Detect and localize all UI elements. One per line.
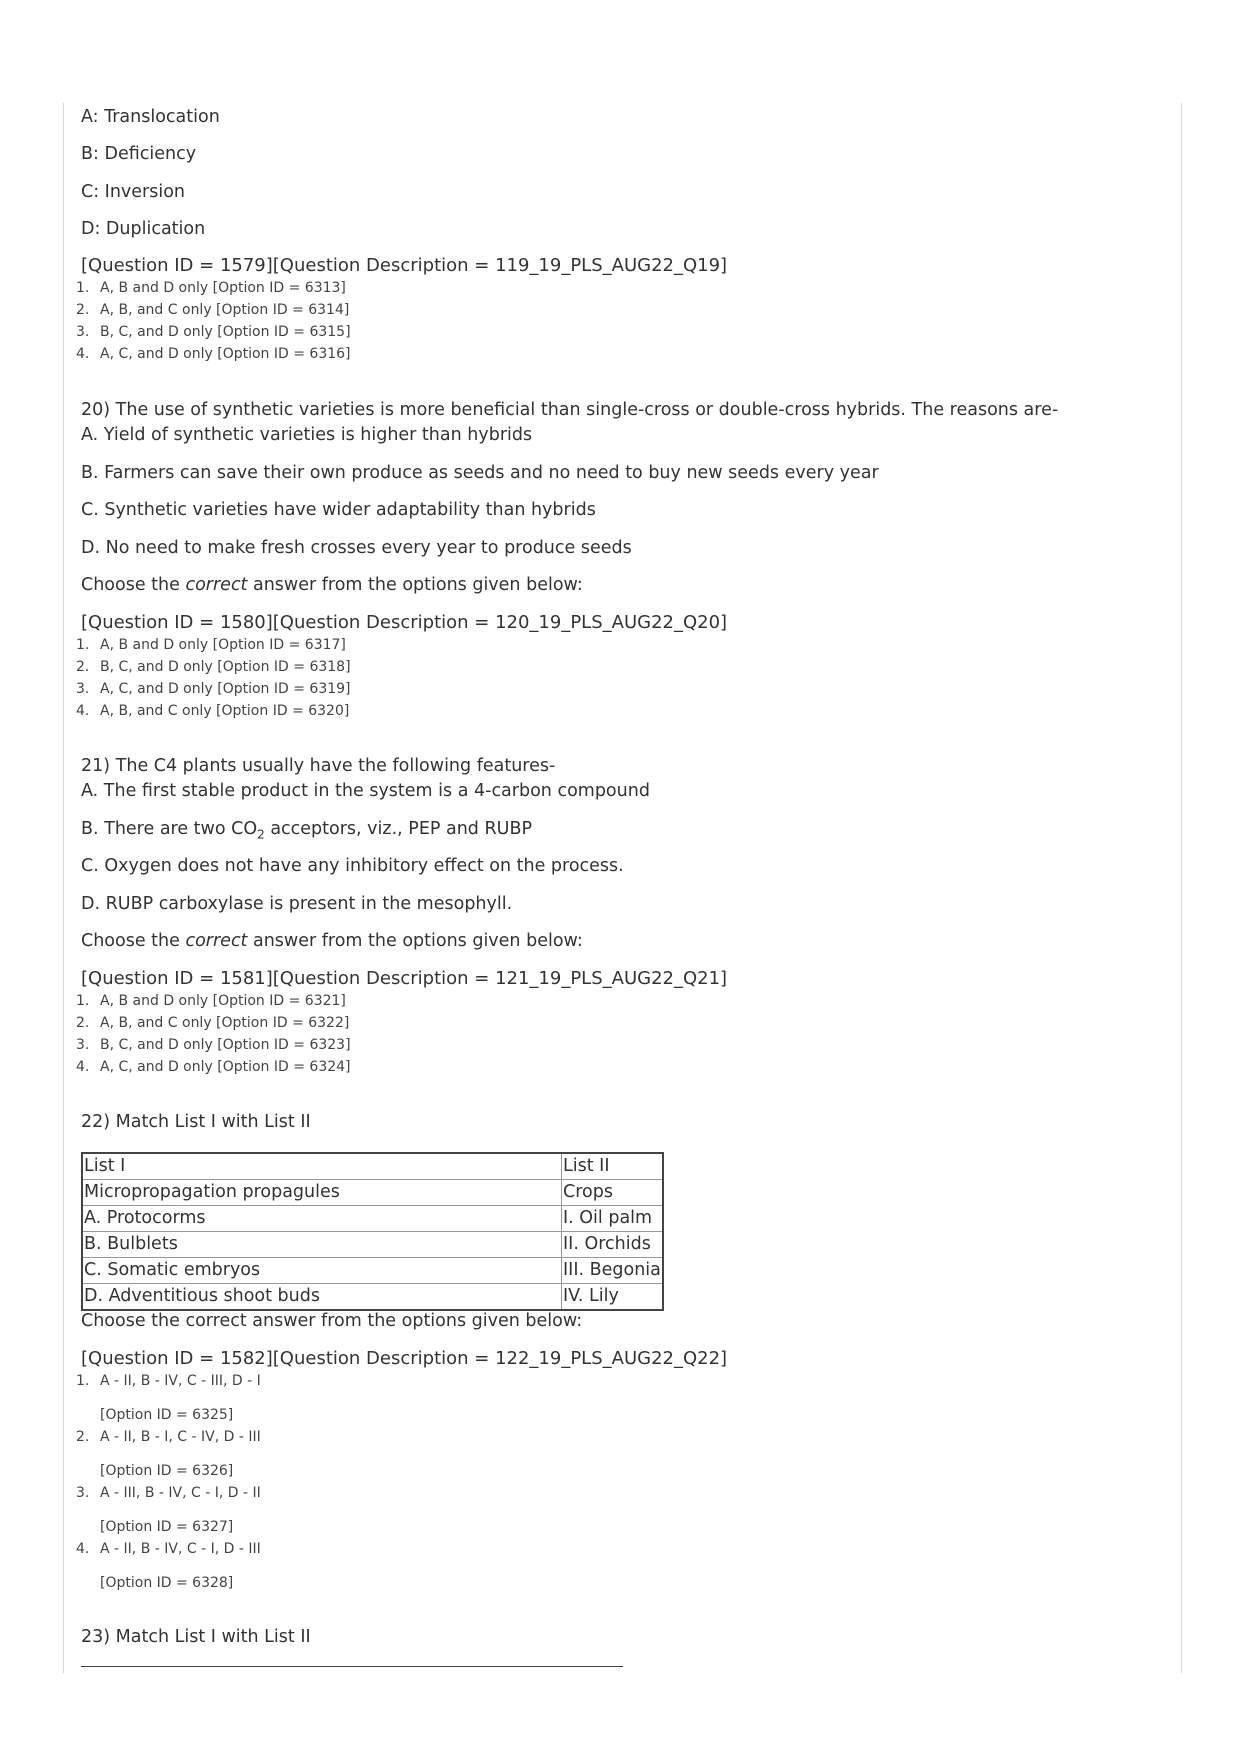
option-text: A, B and D only [Option ID = 6317]	[100, 637, 346, 653]
q19-statement-d: D: Duplication	[81, 219, 206, 239]
page-border-right	[1181, 103, 1182, 1673]
option-number: 4.	[76, 1541, 90, 1557]
q21-statement-c: C. Oxygen does not have any inhibitory effect on the process.	[81, 856, 624, 876]
option-text: A, C, and D only [Option ID = 6319]	[100, 681, 351, 697]
option-number: 4.	[76, 346, 90, 362]
option-text: A - II, B - IV, C - III, D - I	[100, 1373, 261, 1389]
q21-statement-d: D. RUBP carboxylase is present in the mesophyll.	[81, 894, 513, 914]
q21-options	[76, 990, 351, 1078]
option-id: [Option ID = 6326]	[100, 1463, 234, 1479]
option-text: A - II, B - IV, C - I, D - III	[100, 1541, 261, 1557]
option-text: A, C, and D only [Option ID = 6316]	[100, 346, 351, 362]
table-row	[82, 1232, 663, 1258]
q21-option[interactable]	[76, 1056, 351, 1078]
q21-question-id: [Question ID = 1581][Question Description = 121_19_PLS_AUG22_Q21]	[81, 968, 728, 989]
option-number: 3.	[76, 324, 90, 340]
option-text: A, B, and C only [Option ID = 6314]	[100, 302, 350, 318]
q20-question-id: [Question ID = 1580][Question Description = 120_19_PLS_AUG22_Q20]	[81, 612, 728, 633]
q22-choose-instruction: Choose the correct answer from the options given below:	[81, 1311, 583, 1331]
q20-statement-d: D. No need to make fresh crosses every year to produce seeds	[81, 538, 632, 558]
table-cell: D. Adventitious shoot buds	[82, 1284, 562, 1311]
option-number: 3.	[76, 681, 90, 697]
q21-choose-instruction: Choose the correct answer from the options given below:	[81, 931, 583, 951]
option-text: A, B, and C only [Option ID = 6320]	[100, 703, 350, 719]
q19-options	[76, 277, 351, 365]
q21-statement-b: B. There are two $CO_2$ acceptors, viz., PEP and RUBP	[81, 819, 533, 842]
q21-option[interactable]	[76, 990, 351, 1012]
option-number: 3.	[76, 1037, 90, 1053]
option-text: B, C, and D only [Option ID = 6315]	[100, 324, 351, 340]
option-number: 4.	[76, 703, 90, 719]
q19-statement-c: C: Inversion	[81, 182, 186, 202]
q20-statement-c: C. Synthetic varieties have wider adaptability than hybrids	[81, 500, 596, 520]
option-number: 1.	[76, 1373, 90, 1389]
q21-statement-a: A. The first stable product in the system is a 4-carbon compound	[81, 781, 650, 801]
option-number: 1.	[76, 280, 90, 296]
option-text: A, B, and C only [Option ID = 6322]	[100, 1015, 350, 1031]
option-text: A - II, B - I, C - IV, D - III	[100, 1429, 261, 1445]
table-cell: A. Protocorms	[82, 1206, 562, 1232]
q20-option[interactable]	[76, 678, 351, 700]
q22-question-id: [Question ID = 1582][Question Description = 122_19_PLS_AUG22_Q22]	[81, 1348, 728, 1369]
table-row	[82, 1180, 663, 1206]
q19-option[interactable]	[76, 343, 351, 365]
q22-option[interactable]	[76, 1482, 261, 1538]
q21-title: 21) The C4 plants usually have the following features-	[81, 756, 556, 776]
q20-option[interactable]	[76, 634, 351, 656]
q19-option[interactable]	[76, 299, 351, 321]
table-cell: B. Bulblets	[82, 1232, 562, 1258]
table-cell: IV. Lily	[562, 1284, 663, 1311]
q20-option[interactable]	[76, 700, 351, 722]
option-number: 4.	[76, 1059, 90, 1075]
option-number: 2.	[76, 302, 90, 318]
option-id: [Option ID = 6327]	[100, 1519, 234, 1535]
table-row	[82, 1153, 663, 1180]
option-number: 1.	[76, 993, 90, 1009]
q22-option[interactable]	[76, 1370, 261, 1426]
q20-options	[76, 634, 351, 722]
q22-option[interactable]	[76, 1538, 261, 1594]
table-cell: II. Orchids	[562, 1232, 663, 1258]
q19-option[interactable]	[76, 321, 351, 343]
q20-statement-b: B. Farmers can save their own produce as seeds and no need to buy new seeds every year	[81, 463, 879, 483]
q19-statement-a: A: Translocation	[81, 107, 220, 127]
option-text: B, C, and D only [Option ID = 6323]	[100, 1037, 351, 1053]
q20-statement-a: A. Yield of synthetic varieties is higher than hybrids	[81, 425, 533, 445]
option-number: 1.	[76, 637, 90, 653]
table-cell: C. Somatic embryos	[82, 1258, 562, 1284]
q23-title: 23) Match List I with List II	[81, 1627, 311, 1647]
table-cell: Crops	[562, 1180, 663, 1206]
q22-match-table	[81, 1152, 664, 1311]
option-number: 2.	[76, 1429, 90, 1445]
option-number: 2.	[76, 1015, 90, 1031]
table-row	[82, 1284, 663, 1311]
page-border-left	[63, 103, 64, 1673]
table-cell: Micropropagation propagules	[82, 1180, 562, 1206]
q19-question-id: [Question ID = 1579][Question Description = 119_19_PLS_AUG22_Q19]	[81, 255, 728, 276]
option-text: B, C, and D only [Option ID = 6318]	[100, 659, 351, 675]
table-cell: III. Begonia	[562, 1258, 663, 1284]
table-cell: List II	[562, 1153, 663, 1180]
option-id: [Option ID = 6328]	[100, 1575, 234, 1591]
q19-statement-b: B: Deficiency	[81, 144, 197, 164]
option-text: A, B and D only [Option ID = 6321]	[100, 993, 346, 1009]
option-text: A, B and D only [Option ID = 6313]	[100, 280, 346, 296]
q21-option[interactable]	[76, 1012, 351, 1034]
option-id: [Option ID = 6325]	[100, 1407, 234, 1423]
option-number: 2.	[76, 659, 90, 675]
table-row	[82, 1206, 663, 1232]
table-row	[82, 1258, 663, 1284]
option-number: 3.	[76, 1485, 90, 1501]
table-cell: List I	[82, 1153, 562, 1180]
q23-table-top-border	[81, 1666, 623, 1667]
q21-option[interactable]	[76, 1034, 351, 1056]
q19-option[interactable]	[76, 277, 351, 299]
q22-option[interactable]	[76, 1426, 261, 1482]
q20-option[interactable]	[76, 656, 351, 678]
q22-options	[76, 1370, 261, 1594]
table-cell: I. Oil palm	[562, 1206, 663, 1232]
option-text: A, C, and D only [Option ID = 6324]	[100, 1059, 351, 1075]
option-text: A - III, B - IV, C - I, D - II	[100, 1485, 261, 1501]
q20-choose-instruction: Choose the correct answer from the options given below:	[81, 575, 583, 595]
q22-title: 22) Match List I with List II	[81, 1112, 311, 1132]
q20-title: 20) The use of synthetic varieties is more beneficial than single-cross or double-cross hybrids. The reasons are-	[81, 400, 1059, 420]
